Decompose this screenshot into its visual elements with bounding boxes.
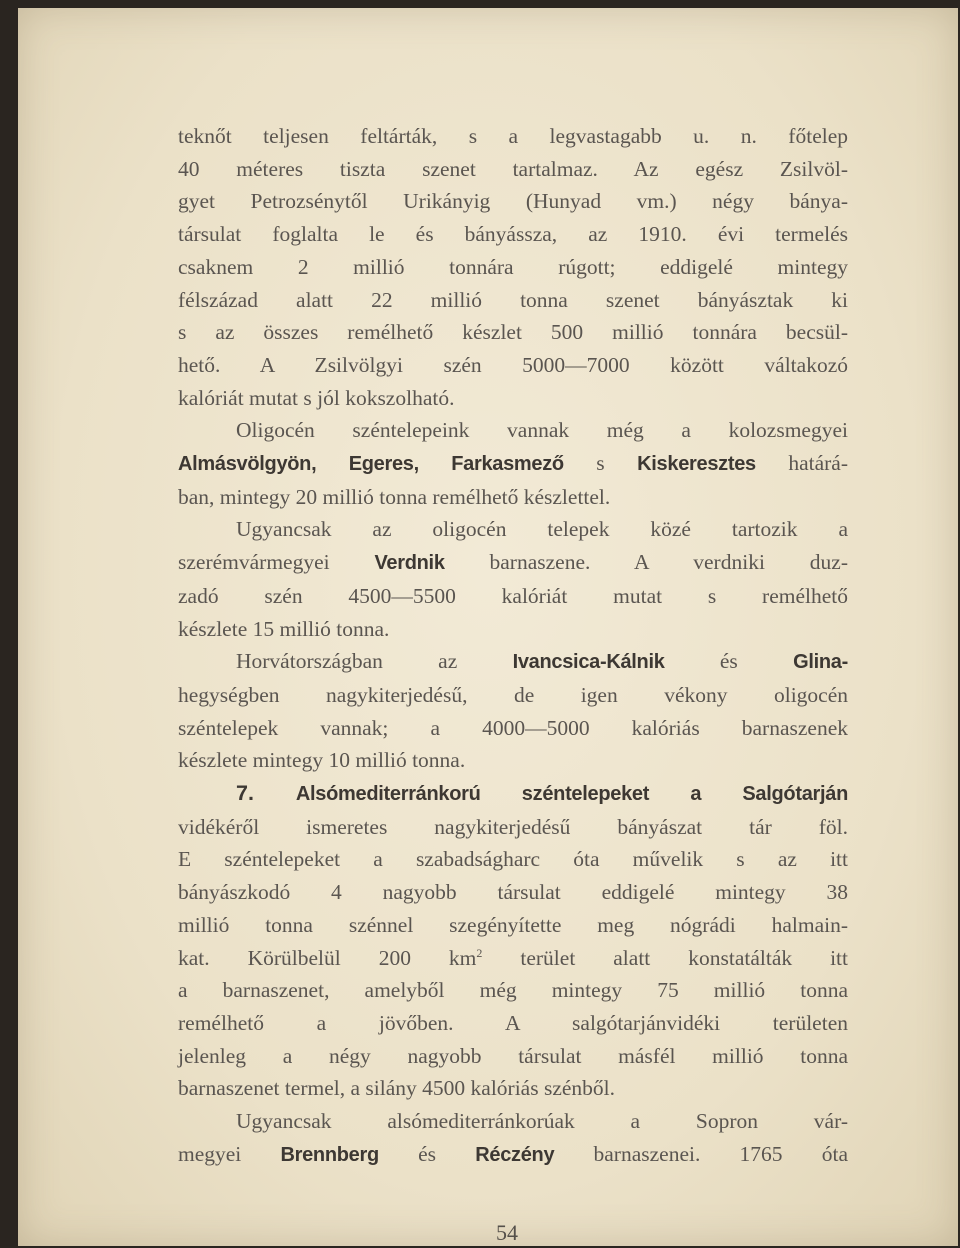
text-fragment: határá-: [755, 451, 849, 476]
text-line: hegységben nagykiterjedésű, de igen vékony oligocén: [178, 682, 848, 707]
text-line: a barnaszenet, amelyből még mintegy 75 millió tonna: [178, 978, 848, 1003]
text-line: hető. A Zsilvölgyi szén 5000—7000 között váltakozó: [178, 352, 848, 377]
text-line: [178, 942, 848, 975]
place-name: Glina-: [793, 651, 848, 674]
text-line: Ugyancsak alsómediterránkorúak a Sopron vár-: [236, 1109, 848, 1134]
place-name: Verdnik: [374, 552, 445, 575]
text-line: [178, 546, 848, 580]
text-line: Ugyancsak az oligocén telepek közé tartozik a: [236, 517, 848, 542]
place-name: Réczény: [475, 1143, 555, 1166]
text-fragment: Horvátországban az: [236, 649, 513, 674]
text-line: kalóriát mutat s jól kokszolható.: [178, 385, 455, 410]
text-line: társulat foglalta le és bányássza, az 1910. évi termelés: [178, 222, 848, 247]
text-line: csaknem 2 millió tonnára rúgott; eddigelé mintegy: [178, 254, 848, 279]
text-fragment: és: [378, 1141, 476, 1166]
text-line: jelenleg a négy nagyobb társulat másfél millió tonna: [178, 1043, 848, 1068]
section-number: 7.: [236, 781, 296, 806]
text-line: 40 méteres tiszta szenet tartalmaz. Az egész Zsilvöl-: [178, 156, 848, 181]
text-fragment: barnaszene. A verdniki duz-: [444, 550, 848, 575]
text-line: [178, 645, 848, 679]
body-text: [178, 120, 848, 1172]
book-page: [18, 8, 958, 1246]
text-line: remélhető a jövőben. A salgótarjánvidéki területen: [178, 1010, 848, 1035]
text-line: félszázad alatt 22 millió tonna szenet bányásztak ki: [178, 287, 848, 312]
text-line: készlete 15 millió tonna.: [178, 616, 390, 641]
text-fragment: és: [664, 649, 794, 674]
text-line: teknőt teljesen feltárták, s a legvastagabb u. n. főtelep: [178, 124, 848, 148]
place-name: Kiskeresztes: [637, 453, 756, 476]
text-line: gyet Petrozsénytől Urikányig (Hunyad vm.) négy bánya-: [178, 189, 848, 214]
text-fragment: kat. Körülbelül 200 km: [178, 945, 477, 970]
superscript: 2: [476, 945, 483, 960]
place-name: Almásvölgyön, Egeres, Farkasmező: [178, 453, 564, 476]
text-line: vidékéről ismeretes nagykiterjedésű bányászat tár föl.: [178, 814, 848, 839]
section-heading-line: [178, 777, 848, 811]
page-number: 54: [496, 1220, 518, 1245]
text-fragment: szerémvármegyei: [178, 550, 375, 575]
text-fragment: barnaszenei. 1765 óta: [554, 1141, 848, 1166]
text-line: millió tonna szénnel szegényítette meg nógrádi halmain-: [178, 912, 848, 937]
text-line: széntelepek vannak; a 4000—5000 kalóriás barnaszenek: [178, 715, 848, 740]
text-line: bányászkodó 4 nagyobb társulat eddigelé mintegy 38: [178, 880, 848, 905]
text-fragment: s: [563, 451, 638, 476]
text-line: Oligocén széntelepeink vannak még a kolozsmegyei: [236, 418, 848, 443]
text-line: készlete mintegy 10 millió tonna.: [178, 748, 466, 773]
text-fragment: megyei: [178, 1141, 281, 1166]
place-name: Brennberg: [280, 1143, 379, 1166]
section-heading: Alsómediterránkorú széntelepeket a Salgótarján: [295, 783, 849, 806]
text-fragment: terület alatt konstatálták itt: [482, 945, 849, 970]
text-line: [178, 447, 848, 481]
text-line: s az összes remélhető készlet 500 millió tonnára becsül-: [178, 320, 848, 345]
place-name: Ivancsica-Kálnik: [512, 651, 665, 674]
text-line: E széntelepeket a szabadságharc óta művelik s az itt: [178, 847, 848, 872]
text-line: zadó szén 4500—5500 kalóriát mutat s remélhető: [178, 583, 848, 608]
text-line: ban, mintegy 20 millió tonna remélhető készlettel.: [178, 484, 611, 509]
text-line: [178, 1138, 848, 1172]
text-line: barnaszenet termel, a silány 4500 kalóriás szénből.: [178, 1076, 616, 1101]
